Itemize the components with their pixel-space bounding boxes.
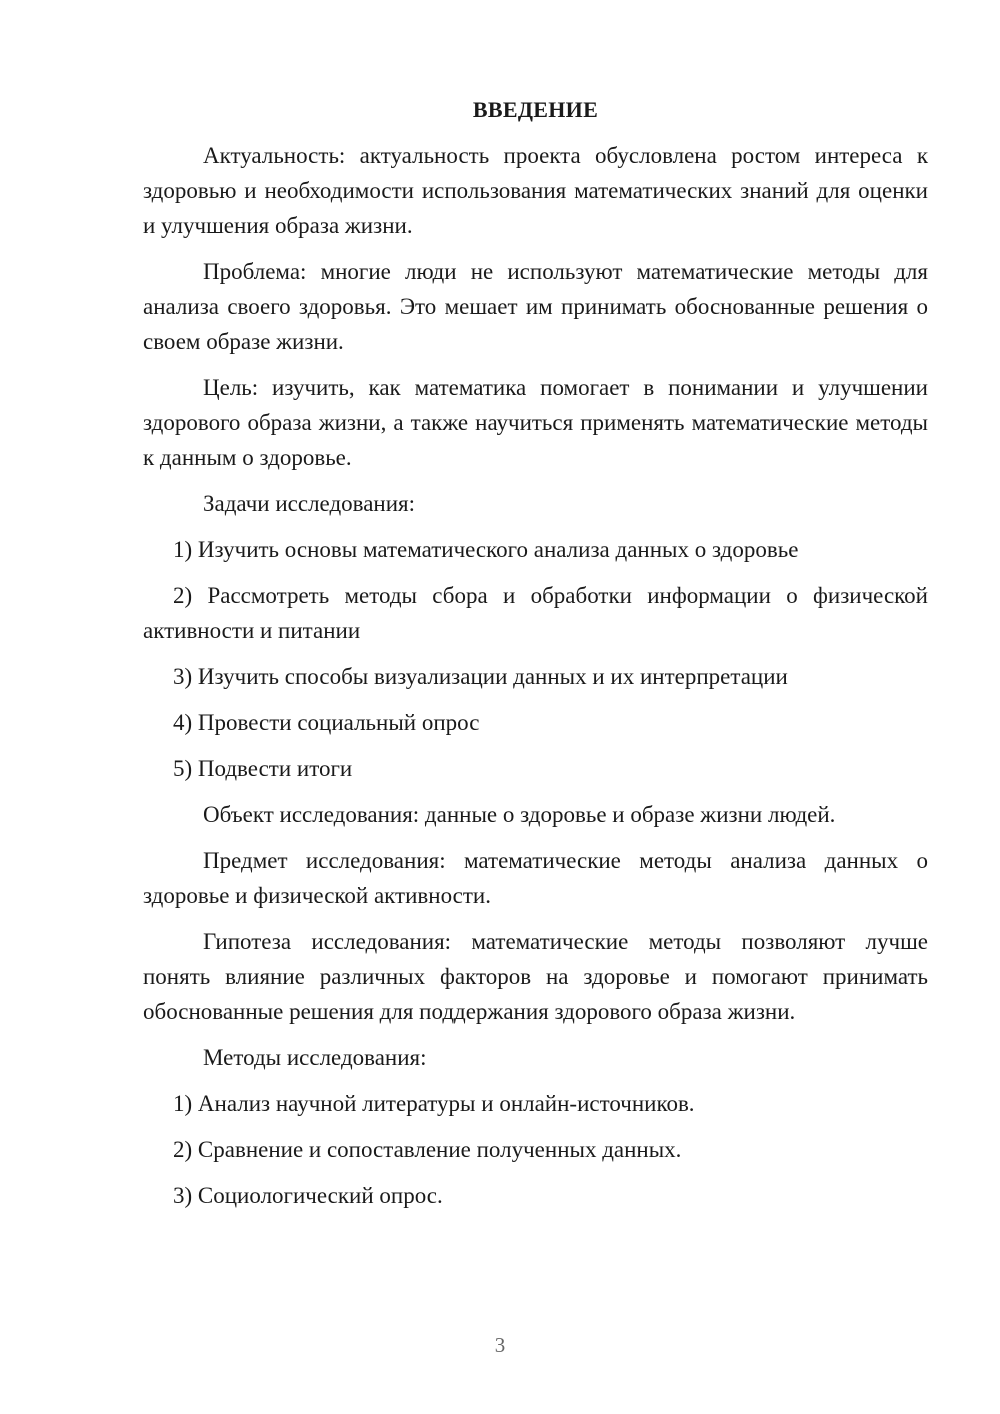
task-item: 4) Провести социальный опрос [173, 710, 480, 735]
method-item: 2) Сравнение и сопоставление полученных данных. [173, 1137, 682, 1162]
hypothesis-paragraph: Гипотеза исследования: математические методы позволяют лучше понять влияние различных факторов на здоровье и помогают принимать обоснованные решения для поддержания здорового образа жизни. [143, 929, 928, 1024]
problem-paragraph: Проблема: многие люди не используют математические методы для анализа своего здоровья. Это мешает им принимать обоснованные решения о своем образе жизни. [143, 259, 928, 354]
object-paragraph: Объект исследования: данные о здоровье и образе жизни людей. [203, 802, 836, 827]
page-content [143, 92, 928, 1224]
section-title: ВВЕДЕНИЕ [472, 97, 599, 122]
subject-paragraph: Предмет исследования: математические методы анализа данных о здоровье и физической активности. [143, 848, 928, 908]
task-item: 3) Изучить способы визуализации данных и их интерпретации [173, 664, 788, 689]
task-item: 5) Подвести итоги [173, 756, 353, 781]
task-item: 2) Рассмотреть методы сбора и обработки информации о физической активности и питании [143, 583, 928, 643]
method-item: 3) Социологический опрос. [173, 1183, 443, 1208]
tasks-heading: Задачи исследования: [203, 491, 416, 516]
task-item: 1) Изучить основы математического анализа данных о здоровье [173, 537, 799, 562]
methods-heading: Методы исследования: [203, 1045, 427, 1070]
goal-paragraph: Цель: изучить, как математика помогает в понимании и улучшении здорового образа жизни, а также научиться применять математические методы к данным о здоровье. [143, 375, 928, 470]
relevance-paragraph: Актуальность: актуальность проекта обусловлена ростом интереса к здоровью и необходимости использования математических знаний для оценки и улучшения образа жизни. [143, 143, 928, 238]
method-item: 1) Анализ научной литературы и онлайн-источников. [173, 1091, 695, 1116]
page-number: 3 [494, 1333, 506, 1357]
